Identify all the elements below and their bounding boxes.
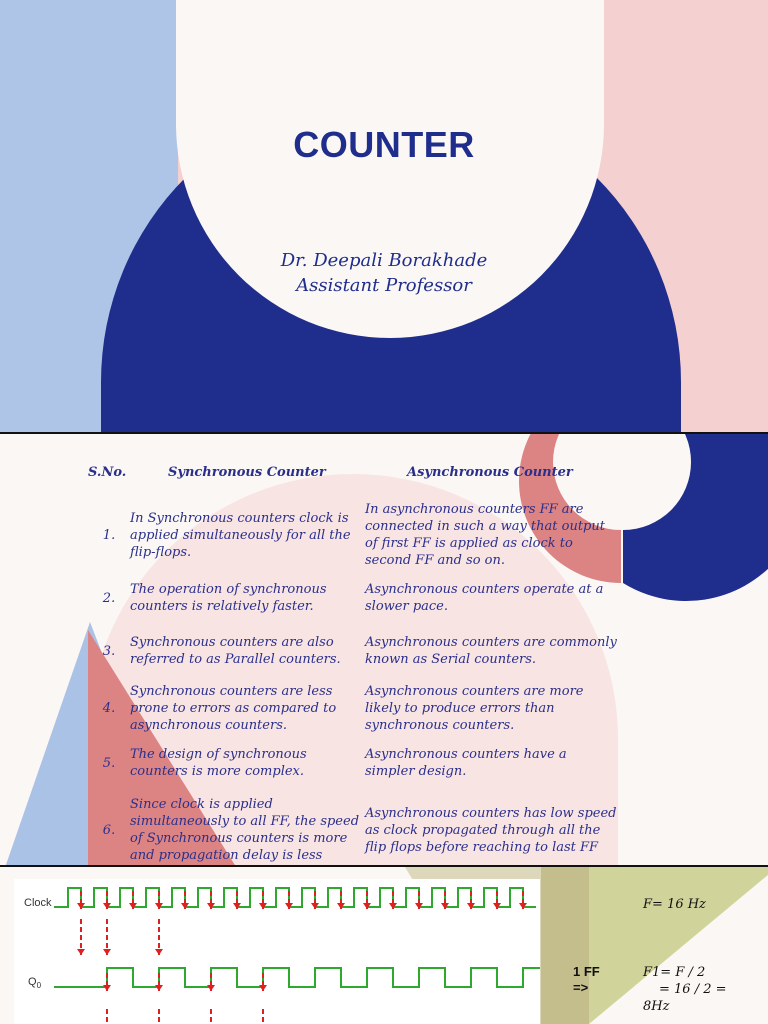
slide-title: COUNTER bbox=[293, 124, 475, 165]
clock-to-q0-arrow-head bbox=[77, 949, 85, 955]
table-row bbox=[88, 737, 620, 789]
header-async: Asynchronous Counter bbox=[407, 464, 573, 480]
header-sno: S.No. bbox=[88, 464, 127, 480]
row-sno: 3. bbox=[102, 643, 116, 659]
row-async: Asynchronous counters are more likely to produce errors than synchronous counters. bbox=[365, 683, 584, 733]
comparison-table bbox=[88, 461, 620, 865]
ff-label: 1 FF bbox=[573, 964, 600, 979]
row-sync: Since clock is applied simultaneously to all FF, the speed of Synchronous counters is more and propagation delay is less bbox=[130, 797, 360, 863]
row-sync: Synchronous counters are also referred to as Parallel counters. bbox=[130, 635, 341, 667]
timing-diagram bbox=[14, 879, 540, 1024]
author-block bbox=[0, 248, 768, 298]
row-async: Asynchronous counters operate at a slower pace. bbox=[365, 582, 604, 614]
q0-label-text: Q bbox=[28, 976, 37, 988]
row-sno: 6. bbox=[102, 822, 116, 838]
clock-to-q0-arrow-head bbox=[155, 949, 163, 955]
row-async: Asynchronous counters have a simpler design. bbox=[365, 747, 567, 779]
f1-line1: F1= F / 2 bbox=[643, 965, 706, 980]
table-row bbox=[88, 679, 620, 737]
header-sync: Synchronous Counter bbox=[168, 464, 326, 480]
q0-label-sub: 0 bbox=[36, 981, 42, 991]
author-role: Assistant Professor bbox=[296, 275, 472, 296]
row-sno: 4. bbox=[102, 700, 116, 716]
row-sno: 1. bbox=[102, 527, 116, 543]
row-sync: The operation of synchronous counters is relatively faster. bbox=[130, 582, 327, 614]
table-row bbox=[88, 789, 620, 865]
ring-navy-segment bbox=[623, 434, 768, 601]
row-sno: 5. bbox=[102, 755, 116, 771]
row-async: Asynchronous counters are commonly known as Serial counters. bbox=[365, 635, 617, 667]
frequency-text: F= 16 Hz bbox=[643, 897, 706, 912]
f1-formula bbox=[643, 964, 767, 1015]
f1-line3: 8Hz bbox=[643, 999, 670, 1014]
clock-label: Clock bbox=[24, 897, 52, 909]
tan-strip bbox=[541, 867, 589, 1024]
q0-waveform bbox=[54, 968, 540, 987]
row-sync: The design of synchronous counters is more complex. bbox=[130, 747, 307, 779]
clock-waveform bbox=[54, 888, 536, 907]
author-name: Dr. Deepali Borakhade bbox=[280, 250, 488, 271]
row-sync: Synchronous counters are less prone to errors as compared to asynchronous counters. bbox=[130, 683, 337, 733]
row-sync: In Synchronous counters clock is applied simultaneously for all the flip-flops. bbox=[130, 510, 351, 560]
row-async: Asynchronous counters has low speed as clock propagated through all the flip flops before reaching to last FF bbox=[365, 805, 617, 855]
clock-to-q0-arrow-head bbox=[103, 949, 111, 955]
table-row bbox=[88, 623, 620, 679]
title-slide bbox=[0, 0, 768, 432]
table-row bbox=[88, 497, 620, 573]
row-async: In asynchronous counters FF are connected in such a way that output of first FF is applied as clock to second FF and so on. bbox=[365, 502, 605, 568]
ff-arrow: => bbox=[573, 980, 589, 995]
row-sno: 2. bbox=[102, 590, 116, 606]
table-row bbox=[88, 573, 620, 623]
f1-line2: = 16 / 2 = bbox=[659, 982, 727, 997]
comparison-slide bbox=[0, 434, 768, 865]
timing-slide bbox=[0, 867, 768, 1024]
waveform-svg bbox=[14, 879, 540, 1024]
ff-stage-label bbox=[573, 964, 600, 996]
